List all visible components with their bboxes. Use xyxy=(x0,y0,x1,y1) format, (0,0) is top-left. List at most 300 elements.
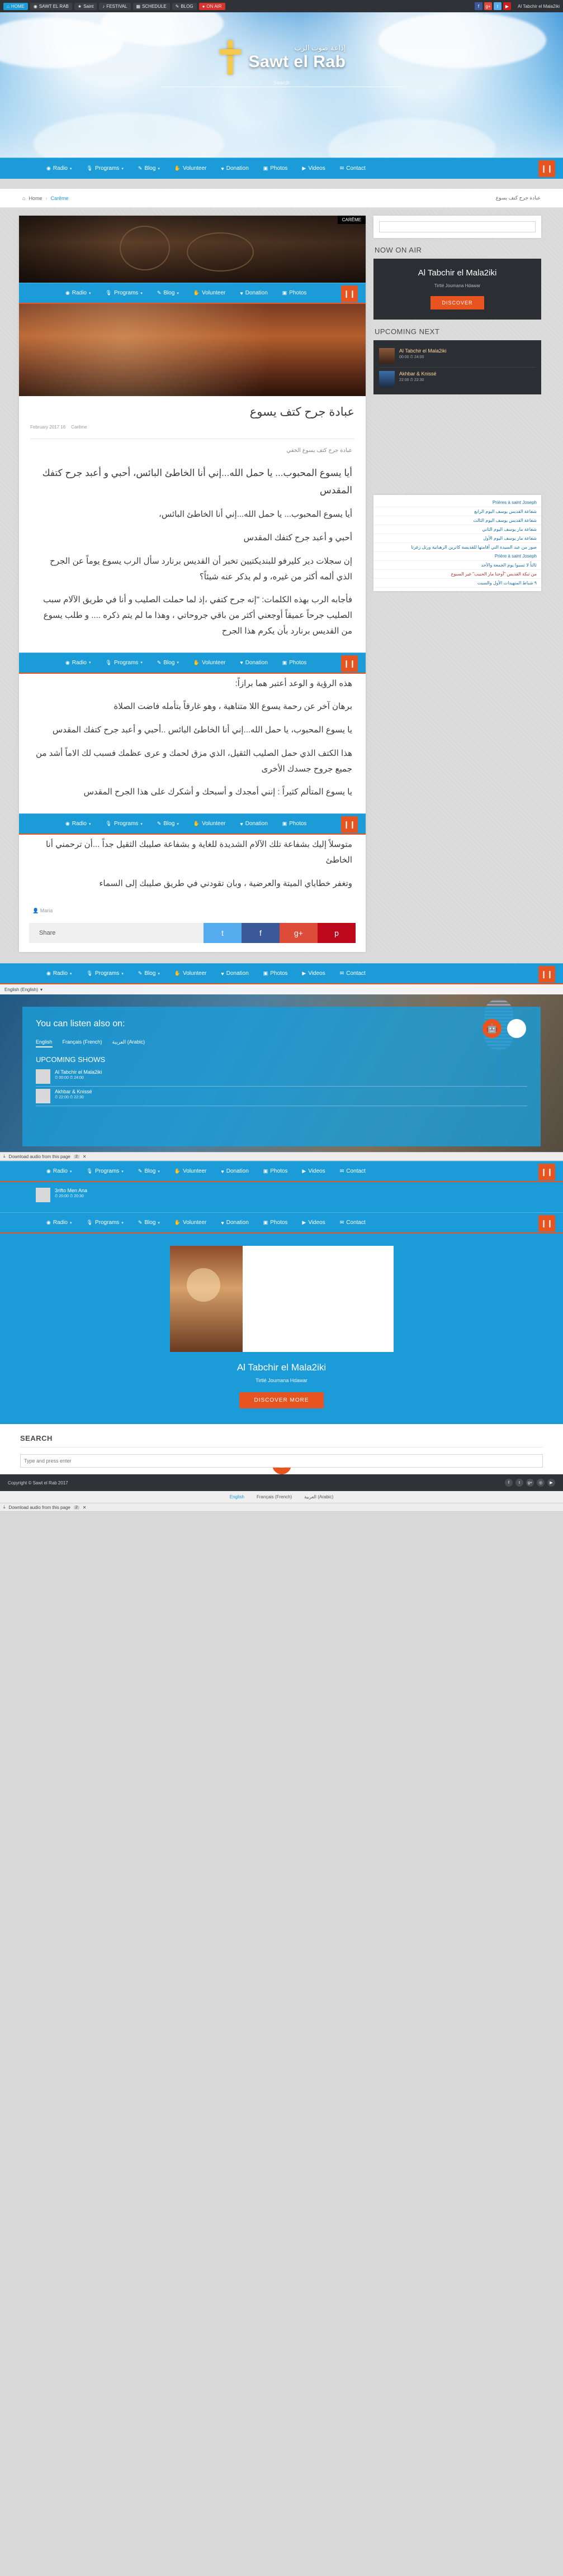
tab-arabic[interactable]: العربية (Arabic) xyxy=(112,1039,145,1045)
nav-item-blog[interactable] xyxy=(150,813,186,835)
show-time: 00:00 ⏱ 24:00 xyxy=(399,355,424,359)
player-pause-button[interactable]: ❙❙ xyxy=(538,966,555,983)
nav-label: Blog xyxy=(144,165,156,172)
topbar-item-label: HOME xyxy=(11,3,25,9)
nav-item-radio[interactable] xyxy=(39,1212,79,1234)
download-audio-strip[interactable] xyxy=(0,1152,563,1161)
nav-label: Photos xyxy=(289,290,307,296)
pen-icon: ✎ xyxy=(157,821,162,827)
nav-item-donation[interactable] xyxy=(233,652,275,673)
chevron-down-icon: ▾ xyxy=(177,291,179,296)
chevron-down-icon: ▾ xyxy=(158,1221,160,1225)
promo-image-blank xyxy=(243,1246,394,1352)
hand-icon: ✋ xyxy=(193,821,200,827)
nav-label: Volunteer xyxy=(202,659,226,666)
camera-icon: ▣ xyxy=(282,290,287,296)
google-plus-icon[interactable]: g+ xyxy=(280,923,318,943)
show-name: Al Tabchir el Mala2iki xyxy=(55,1069,102,1075)
listen-section xyxy=(0,984,563,1152)
nav-item-programs[interactable] xyxy=(98,283,150,304)
hand-icon: ✋ xyxy=(174,1168,181,1174)
topbar-item-blog[interactable] xyxy=(172,3,197,10)
search-heading: SEARCH xyxy=(20,1434,53,1443)
player-pause-button[interactable]: ❙❙ xyxy=(341,285,358,302)
footer-lang-arabic[interactable]: العربية (Arabic) xyxy=(304,1494,334,1500)
article-paragraph: برهان آخر عن رحمة يسوع اللا متناهية ، وهو غارقاً بتأمله فاضت الصلاة xyxy=(113,702,352,712)
heart-icon: ♥ xyxy=(240,290,243,296)
cloud-decor xyxy=(34,113,224,158)
nav-item-donation[interactable] xyxy=(233,283,275,304)
nav-item-volunteer[interactable] xyxy=(167,1212,214,1234)
nav-label: Donation xyxy=(226,1220,249,1226)
article-header xyxy=(19,396,366,434)
nav-item-photos[interactable] xyxy=(275,652,314,673)
mic-icon: 🎙 xyxy=(86,1168,93,1174)
show-name: Al Tabchir el Mala2iki xyxy=(399,347,447,354)
cloud-decor xyxy=(328,118,496,158)
list-item[interactable]: شفاعة مار يوسف اليوم الأول xyxy=(373,534,541,543)
list-item[interactable] xyxy=(36,1087,527,1106)
download-count: 2 xyxy=(74,1506,79,1510)
topbar-item-label: SCHEDULE xyxy=(142,3,167,9)
chevron-down-icon: ▾ xyxy=(140,822,143,826)
nav-item-radio[interactable] xyxy=(39,963,79,984)
nav-label: Volunteer xyxy=(202,821,226,827)
hand-icon: ✋ xyxy=(174,165,181,171)
nav-item-donation[interactable] xyxy=(214,963,256,984)
nav-label: Programs xyxy=(94,1220,120,1226)
player-pause-button[interactable]: ❙❙ xyxy=(341,655,358,672)
facebook-icon[interactable]: f xyxy=(242,923,280,943)
search-input[interactable] xyxy=(379,221,536,232)
discover-more-button[interactable]: DISCOVER MORE xyxy=(239,1392,323,1408)
nav-item-programs[interactable] xyxy=(79,1161,131,1182)
nav-item-volunteer[interactable] xyxy=(167,1161,214,1182)
radio-icon: ◉ xyxy=(46,970,51,977)
twitter-icon[interactable]: t xyxy=(204,923,242,943)
nav-item-radio[interactable] xyxy=(39,158,79,179)
list-item[interactable] xyxy=(379,345,536,367)
show-thumbnail xyxy=(36,1089,50,1103)
chevron-down-icon: ▾ xyxy=(158,1169,160,1174)
pen-icon: ✎ xyxy=(157,659,162,665)
video-icon: ▶ xyxy=(302,165,306,171)
youtube-icon[interactable]: ▶ xyxy=(547,1479,555,1487)
pen-icon: ✎ xyxy=(138,970,143,977)
topbar-item-festival[interactable] xyxy=(99,3,130,10)
upcoming-shows-heading: UPCOMING SHOWS xyxy=(36,1055,106,1064)
sidebar-gap xyxy=(373,394,541,495)
nav-item-volunteer[interactable] xyxy=(167,158,214,179)
nav-label: Programs xyxy=(94,165,120,172)
radio-icon: ◉ xyxy=(46,1168,51,1174)
nav-label: Donation xyxy=(226,970,249,977)
nav-item-blog[interactable] xyxy=(131,158,167,179)
show-host: Tirtlé Joumana Hdawar xyxy=(434,283,481,288)
chevron-down-icon: ▾ xyxy=(121,972,124,976)
topbar-item-schedule[interactable] xyxy=(133,3,170,10)
close-icon[interactable]: ✕ xyxy=(82,1154,87,1159)
sticky-navbar-1 xyxy=(19,283,366,304)
now-on-air-heading: NOW ON AIR xyxy=(375,246,422,254)
nav-label: Blog xyxy=(163,821,175,827)
download-count: 2 xyxy=(74,1155,79,1159)
radio-icon: ◉ xyxy=(65,821,70,827)
nav-label: Blog xyxy=(144,970,156,977)
language-selector-label: English (English) xyxy=(4,987,39,992)
footer-copyright-bar xyxy=(0,1474,563,1491)
mic-icon: 🎙 xyxy=(86,1220,93,1226)
pen-icon: ✎ xyxy=(138,1168,143,1174)
nav-label: Blog xyxy=(144,1220,156,1226)
hero-search-input[interactable] xyxy=(162,78,402,87)
language-selector-bar[interactable] xyxy=(0,984,563,994)
breadcrumb-home[interactable]: Home xyxy=(29,195,42,201)
heart-icon: ♥ xyxy=(221,1168,224,1174)
category-badge: CARÊME xyxy=(338,216,366,224)
topbar-item-sawt-el-rab[interactable] xyxy=(30,3,72,10)
listen-panel xyxy=(22,1007,541,1146)
sticky-navbar-2 xyxy=(19,653,366,674)
player-pause-button[interactable]: ❙❙ xyxy=(538,1215,555,1232)
chevron-down-icon: ▾ xyxy=(177,822,179,826)
player-pause-button[interactable]: ❙❙ xyxy=(538,1164,555,1180)
close-icon[interactable]: ✕ xyxy=(82,1504,87,1510)
hand-icon: ✋ xyxy=(174,1220,181,1226)
chevron-down-icon: ▾ xyxy=(121,1169,124,1174)
article-meta xyxy=(30,425,354,430)
author-name[interactable]: Maria xyxy=(40,908,53,914)
article-date: 16 February 2017 xyxy=(30,425,66,430)
nav-label: Radio xyxy=(53,165,68,172)
nav-item-videos[interactable] xyxy=(295,963,332,984)
article-paragraph: أحبي و أعبد جرح كتفك المقدس xyxy=(243,533,352,543)
nav-item-donation[interactable] xyxy=(214,158,256,179)
nav-item-blog[interactable] xyxy=(131,1212,167,1234)
facebook-icon[interactable]: f xyxy=(475,2,482,10)
chevron-down-icon: ▾ xyxy=(89,291,91,296)
topbar-item-label: BLOG xyxy=(181,3,193,9)
breadcrumb-arabic-title: عبادة جرح كتف يسوع xyxy=(495,195,541,201)
admin-top-bar xyxy=(0,0,563,12)
nav-item-photos[interactable] xyxy=(256,158,295,179)
chevron-down-icon: ▾ xyxy=(158,166,160,171)
article-paragraph: أيا يسوع المحبوب... يا حمل الله...إني أنا الخاطئ البائس، xyxy=(159,510,352,520)
pen-icon: ✎ xyxy=(175,3,179,9)
promo-show-host: Tirtlé Joumana Hdawar xyxy=(256,1378,307,1384)
instagram-icon[interactable]: ◎ xyxy=(537,1479,545,1487)
chevron-down-icon: ▾ xyxy=(177,661,179,665)
nav-item-contact[interactable] xyxy=(333,158,373,179)
article-paragraph: إن سجلات دير كليرفو للبنديكتيين تخبر أن القديس برنارد سأل الرب يسوع يوماً عن الجرح الذي ألمه أكثر من غيره، و لم يذكر عنه شيئاً؟ xyxy=(50,556,352,582)
radio-icon: ◉ xyxy=(33,3,37,9)
list-item[interactable] xyxy=(379,368,536,390)
nav-label: Photos xyxy=(289,821,307,827)
radio-icon: ◉ xyxy=(46,165,51,171)
nav-item-donation[interactable] xyxy=(214,1161,256,1182)
sticky-navbar-6 xyxy=(0,1212,563,1234)
chevron-down-icon: ▾ xyxy=(158,972,160,976)
topbar-item-home[interactable] xyxy=(3,3,28,10)
discover-button[interactable]: DISCOVER xyxy=(430,296,484,309)
listen-heading: You can listen also on: xyxy=(36,1019,125,1029)
camera-icon: ▣ xyxy=(263,970,268,977)
list-item[interactable]: Prière à saint Joseph xyxy=(373,552,541,561)
nav-item-videos[interactable] xyxy=(295,158,332,179)
topbar-item-saint[interactable] xyxy=(74,3,97,10)
nav-item-contact[interactable] xyxy=(333,963,373,984)
article-body-2 xyxy=(19,674,366,814)
upcoming-next-list xyxy=(373,340,541,394)
breadcrumb-current: Carême xyxy=(50,195,69,201)
nav-item-programs[interactable] xyxy=(98,813,150,835)
download-audio-strip-bottom[interactable] xyxy=(0,1503,563,1512)
camera-icon: ▣ xyxy=(263,1168,268,1174)
nav-label: Radio xyxy=(53,970,68,977)
sidebar-search xyxy=(373,216,541,238)
chevron-down-icon: ▾ xyxy=(70,1169,72,1174)
show-name: Akhbar & Knissé xyxy=(55,1089,92,1095)
player-pause-button[interactable]: ❙❙ xyxy=(538,160,555,177)
article-paragraph: عبادة جرح كتف يسوع الخفي xyxy=(286,447,352,454)
user-icon: 👤 xyxy=(32,908,40,914)
sticky-navbar-4 xyxy=(0,963,563,984)
nav-label: Donation xyxy=(226,165,249,172)
nav-label: Programs xyxy=(113,821,139,827)
topbar-item-on-air[interactable] xyxy=(199,3,225,10)
sticky-navbar-3 xyxy=(19,813,366,835)
hero-search-placeholder: Search xyxy=(273,80,290,85)
chevron-down-icon: ▾ xyxy=(140,291,143,296)
nav-label: Volunteer xyxy=(183,970,207,977)
radio-icon: ◉ xyxy=(65,659,70,665)
promo-show-name: Al Tabchir el Mala2iki xyxy=(236,1362,327,1373)
recent-posts-list xyxy=(373,495,541,591)
chevron-down-icon: ▾ xyxy=(70,1221,72,1225)
hand-icon: ✋ xyxy=(174,970,181,977)
footer-lang-english[interactable]: English xyxy=(229,1494,244,1500)
nav-label: Blog xyxy=(163,659,175,666)
list-item[interactable] xyxy=(36,1185,527,1204)
nav-item-photos[interactable] xyxy=(275,813,314,835)
twitter-icon[interactable]: t xyxy=(515,1479,523,1487)
article-category[interactable]: Carême xyxy=(71,425,87,430)
nav-label: Radio xyxy=(72,821,87,827)
nav-item-volunteer[interactable] xyxy=(167,963,214,984)
show-thumbnail xyxy=(36,1188,50,1202)
youtube-icon[interactable]: ▶ xyxy=(503,2,511,10)
nav-label: Donation xyxy=(226,1168,249,1175)
nav-label: Donation xyxy=(245,659,268,666)
nav-label: Contact xyxy=(346,165,366,172)
video-icon: ▶ xyxy=(302,1168,306,1174)
nav-label: Photos xyxy=(270,165,288,172)
nav-item-volunteer[interactable] xyxy=(186,283,233,304)
pen-icon: ✎ xyxy=(138,1220,143,1226)
hero-header xyxy=(0,12,563,158)
mic-icon: 🎙 xyxy=(86,970,93,977)
sticky-navbar-5 xyxy=(0,1161,563,1182)
topbar-socials xyxy=(475,2,511,10)
video-icon: ▶ xyxy=(302,1220,306,1226)
tab-english[interactable]: English xyxy=(36,1039,53,1047)
home-icon: ⌂ xyxy=(22,195,26,201)
show-thumbnail xyxy=(36,1069,50,1084)
nav-label: Volunteer xyxy=(183,165,207,172)
nav-label: Donation xyxy=(245,290,268,296)
show-thumbnail xyxy=(379,371,395,387)
home-icon: ⌂ xyxy=(7,3,10,9)
mic-icon: 🎙 xyxy=(86,165,93,171)
chevron-down-icon: ▾ xyxy=(89,822,91,826)
share-bar xyxy=(29,923,356,943)
nav-item-programs[interactable] xyxy=(98,652,150,673)
footer-lang-french[interactable]: Français (French) xyxy=(257,1494,292,1500)
nav-label: Photos xyxy=(270,1220,288,1226)
apple-icon[interactable] xyxy=(507,1019,526,1038)
nav-label: Photos xyxy=(270,970,288,977)
logo-arabic-text: إذاعة صوت الرب xyxy=(294,44,346,52)
nav-label: Radio xyxy=(53,1168,68,1175)
chevron-down-icon: ▾ xyxy=(40,987,43,992)
chevron-right-icon: › xyxy=(45,195,48,201)
nav-item-blog[interactable] xyxy=(131,1161,167,1182)
article-paragraph: هذه الرؤية و الوعد أعتبر هما برازاً: xyxy=(235,678,352,688)
twitter-icon[interactable]: t xyxy=(494,2,502,10)
store-badges xyxy=(482,1019,526,1038)
pen-icon: ✎ xyxy=(157,290,162,296)
article-paragraph: فأجابه الرب بهذه الكلمات: "إنه جرح كتفي ،إذ لما حملت الصليب و أنا في طريق الآلام سبب الصليب جرحاً عميقاً أوجعني أكثر من باقي جروحاتي ، وهذا ما لم يتم ذكره .... و طلب يسوع من القديس برنارد بأن يكرم هذا الجرح xyxy=(43,595,352,636)
chevron-down-icon: ▾ xyxy=(70,972,72,976)
nav-label: Videos xyxy=(308,1220,325,1226)
topbar-item-label: SAWT EL RAB xyxy=(39,3,69,9)
pinterest-icon[interactable]: p xyxy=(318,923,356,943)
google-plus-icon[interactable]: g+ xyxy=(484,2,492,10)
mail-icon: ✉ xyxy=(339,1220,344,1226)
nav-label: Programs xyxy=(113,659,139,666)
camera-icon: ▣ xyxy=(282,821,287,827)
show-time: ⏱ 20:00 ⏱ 20:30 xyxy=(55,1194,84,1199)
nav-item-donation[interactable] xyxy=(214,1212,256,1234)
music-icon: ♪ xyxy=(102,3,105,9)
show-time: ⏱ 22:00 ⏱ 22:30 xyxy=(55,1096,84,1100)
nav-item-photos[interactable] xyxy=(256,963,295,984)
topbar-item-label: FESTIVAL xyxy=(106,3,127,9)
nav-label: Videos xyxy=(308,165,325,172)
breadcrumb xyxy=(22,196,68,201)
download-label: Download audio from this page xyxy=(8,1154,70,1159)
nav-item-radio[interactable] xyxy=(58,813,98,835)
nav-label: Videos xyxy=(308,1168,325,1175)
nav-item-blog[interactable] xyxy=(150,283,186,304)
heart-icon: ♥ xyxy=(221,970,224,977)
chevron-down-icon: ▾ xyxy=(121,166,124,171)
nav-label: Blog xyxy=(163,290,175,296)
cross-icon xyxy=(217,40,243,75)
site-logo[interactable] xyxy=(0,40,563,87)
article-body-3 xyxy=(19,835,366,904)
chevron-down-icon: ▾ xyxy=(70,166,72,171)
nav-item-programs[interactable] xyxy=(79,963,131,984)
nav-item-photos[interactable] xyxy=(256,1161,295,1182)
upcoming-shows-overflow xyxy=(0,1182,563,1212)
nav-label: Photos xyxy=(289,659,307,666)
list-item[interactable]: شفاعة مار يوسف اليوم الثاني xyxy=(373,525,541,534)
nav-item-volunteer[interactable] xyxy=(186,652,233,673)
list-item[interactable]: Prières à saint Joseph xyxy=(373,498,541,507)
nav-label: Blog xyxy=(144,1168,156,1175)
facebook-icon[interactable]: f xyxy=(505,1479,513,1487)
nav-item-contact[interactable] xyxy=(333,1212,373,1234)
promo-card xyxy=(170,1246,394,1352)
nav-item-photos[interactable] xyxy=(256,1212,295,1234)
topbar-item-label: Saint xyxy=(83,3,94,9)
nav-item-programs[interactable] xyxy=(79,158,131,179)
nav-item-volunteer[interactable] xyxy=(186,813,233,835)
tab-french[interactable]: Français (French) xyxy=(62,1039,102,1045)
topbar-item-label: ON AIR xyxy=(206,3,222,9)
show-name: 3rifto Men Ana xyxy=(55,1188,88,1194)
nav-label: Contact xyxy=(346,970,366,977)
nav-item-programs[interactable] xyxy=(79,1212,131,1234)
nav-item-videos[interactable] xyxy=(295,1161,332,1182)
list-item[interactable]: من تبكة القديس "أوحنا مار الحبيب" غير السبوع xyxy=(373,570,541,579)
video-icon: ▶ xyxy=(302,970,306,977)
nav-label: Photos xyxy=(270,1168,288,1175)
promo-image xyxy=(170,1246,243,1352)
star-icon: ★ xyxy=(77,3,82,9)
show-name: Akhbar & Knissé xyxy=(399,370,437,377)
halo-decor xyxy=(187,1268,220,1302)
nav-item-videos[interactable] xyxy=(295,1212,332,1234)
footer-language-row xyxy=(0,1491,563,1503)
list-item[interactable]: شفاعة القديس يوسف اليوم الرابع xyxy=(373,507,541,516)
mic-icon: 🎙 xyxy=(105,290,112,296)
nav-item-radio[interactable] xyxy=(58,652,98,673)
nav-item-donation[interactable] xyxy=(233,813,275,835)
radio-icon: ◉ xyxy=(46,1220,51,1226)
thorn-decor xyxy=(120,226,170,270)
camera-icon: ▣ xyxy=(263,1220,268,1226)
nav-item-photos[interactable] xyxy=(275,283,314,304)
list-item[interactable]: ٩ شباط المتهيدات الأول والسبت xyxy=(373,579,541,588)
list-item[interactable]: صور من عيد السيدة التي أقامتها للقديسة كاترين الرهبانية ورتل زغرتا xyxy=(373,543,541,552)
article-body xyxy=(19,444,366,653)
chevron-down-icon: ▾ xyxy=(121,1221,124,1225)
show-time: ⏱ 00:00 ⏱ 24:00 xyxy=(55,1076,84,1080)
nav-label: Volunteer xyxy=(183,1168,207,1175)
page-title: عبادة جرح كتف يسوع xyxy=(249,406,354,418)
list-item[interactable]: شفاعة القديس يوسف اليوم الثالث xyxy=(373,516,541,525)
list-item[interactable]: ثالثاً لا تسبوا يوم الجمعة والأحد xyxy=(373,561,541,570)
nav-item-radio[interactable] xyxy=(58,283,98,304)
nav-label: Programs xyxy=(94,1168,120,1175)
camera-icon: ▣ xyxy=(282,659,287,665)
player-pause-button[interactable]: ❙❙ xyxy=(341,816,358,833)
nav-item-blog[interactable] xyxy=(131,963,167,984)
nav-item-radio[interactable] xyxy=(39,1161,79,1182)
article-hero-image xyxy=(19,304,366,396)
android-icon[interactable]: 🤖 xyxy=(482,1019,502,1038)
pen-icon: ✎ xyxy=(138,165,143,171)
article-column xyxy=(19,216,366,952)
nav-label: Programs xyxy=(94,970,120,977)
nav-item-blog[interactable] xyxy=(150,652,186,673)
download-icon: ⤓ xyxy=(3,1504,6,1510)
google-plus-icon[interactable]: g+ xyxy=(526,1479,534,1487)
nav-item-contact[interactable] xyxy=(333,1161,373,1182)
list-item[interactable] xyxy=(36,1067,527,1086)
